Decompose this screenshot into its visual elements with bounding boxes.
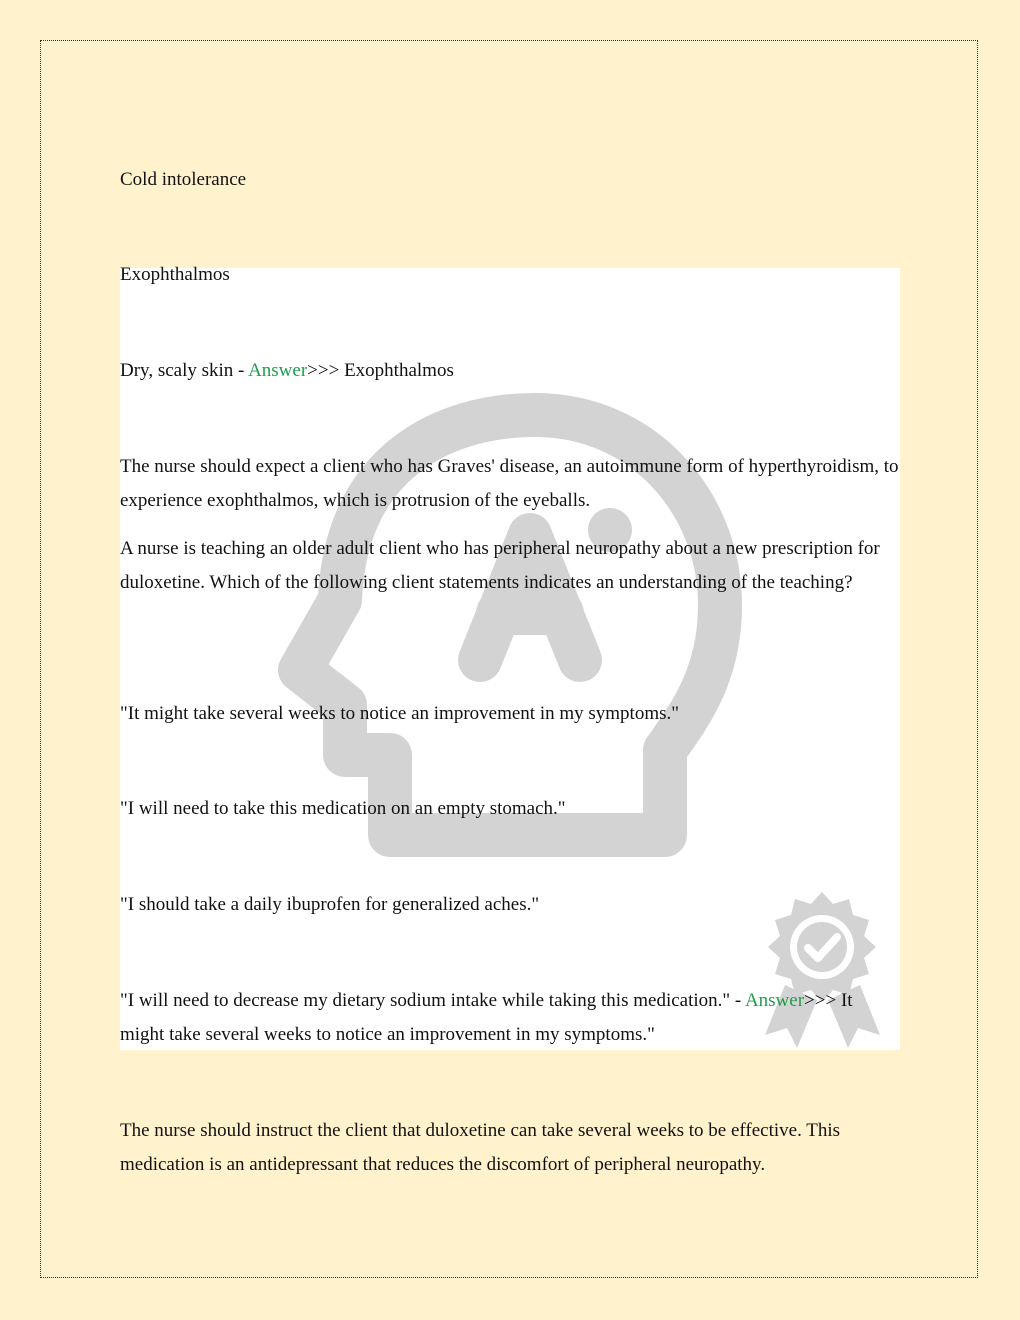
option-several-weeks: "It might take several weeks to notice an improvement in my symptoms."	[120, 703, 680, 724]
option-exophthalmos: Exophthalmos	[120, 264, 230, 285]
answer-prefix: "I will need to decrease my dietary sodium intake while taking this medication." -	[120, 990, 745, 1011]
answer-text: >>> It might take several weeks to notice an improvement in my symptoms."	[120, 990, 853, 1045]
answer-label: Answer	[744, 990, 805, 1011]
option-dry-scaly-skin	[120, 354, 900, 388]
option-ibuprofen: "I should take a daily ibuprofen for generalized aches."	[120, 894, 540, 915]
answer-text: >>> Exophthalmos	[307, 360, 454, 381]
rationale-graves: The nurse should expect a client who has Graves' disease, an autoimmune form of hyperthyroidism, to experience exophthalmos, which is protrusion of the eyeballs.	[120, 456, 899, 511]
question-duloxetine: A nurse is teaching an older adult client who has peripheral neuropathy about a new prescription for duloxetine. Which of the following client statements indicates an understanding of the teaching?	[120, 538, 880, 593]
rationale-duloxetine: The nurse should instruct the client that duloxetine can take several weeks to be effective. This medication is an antidepressant that reduces the discomfort of peripheral neuropathy.	[120, 1120, 841, 1175]
option-sodium-intake	[120, 984, 900, 1052]
answer-prefix: Dry, scaly skin -	[120, 360, 249, 381]
option-empty-stomach: "I will need to take this medication on an empty stomach."	[120, 798, 566, 819]
option-cold-intolerance: Cold intolerance	[120, 169, 247, 190]
answer-label: Answer	[248, 360, 308, 381]
